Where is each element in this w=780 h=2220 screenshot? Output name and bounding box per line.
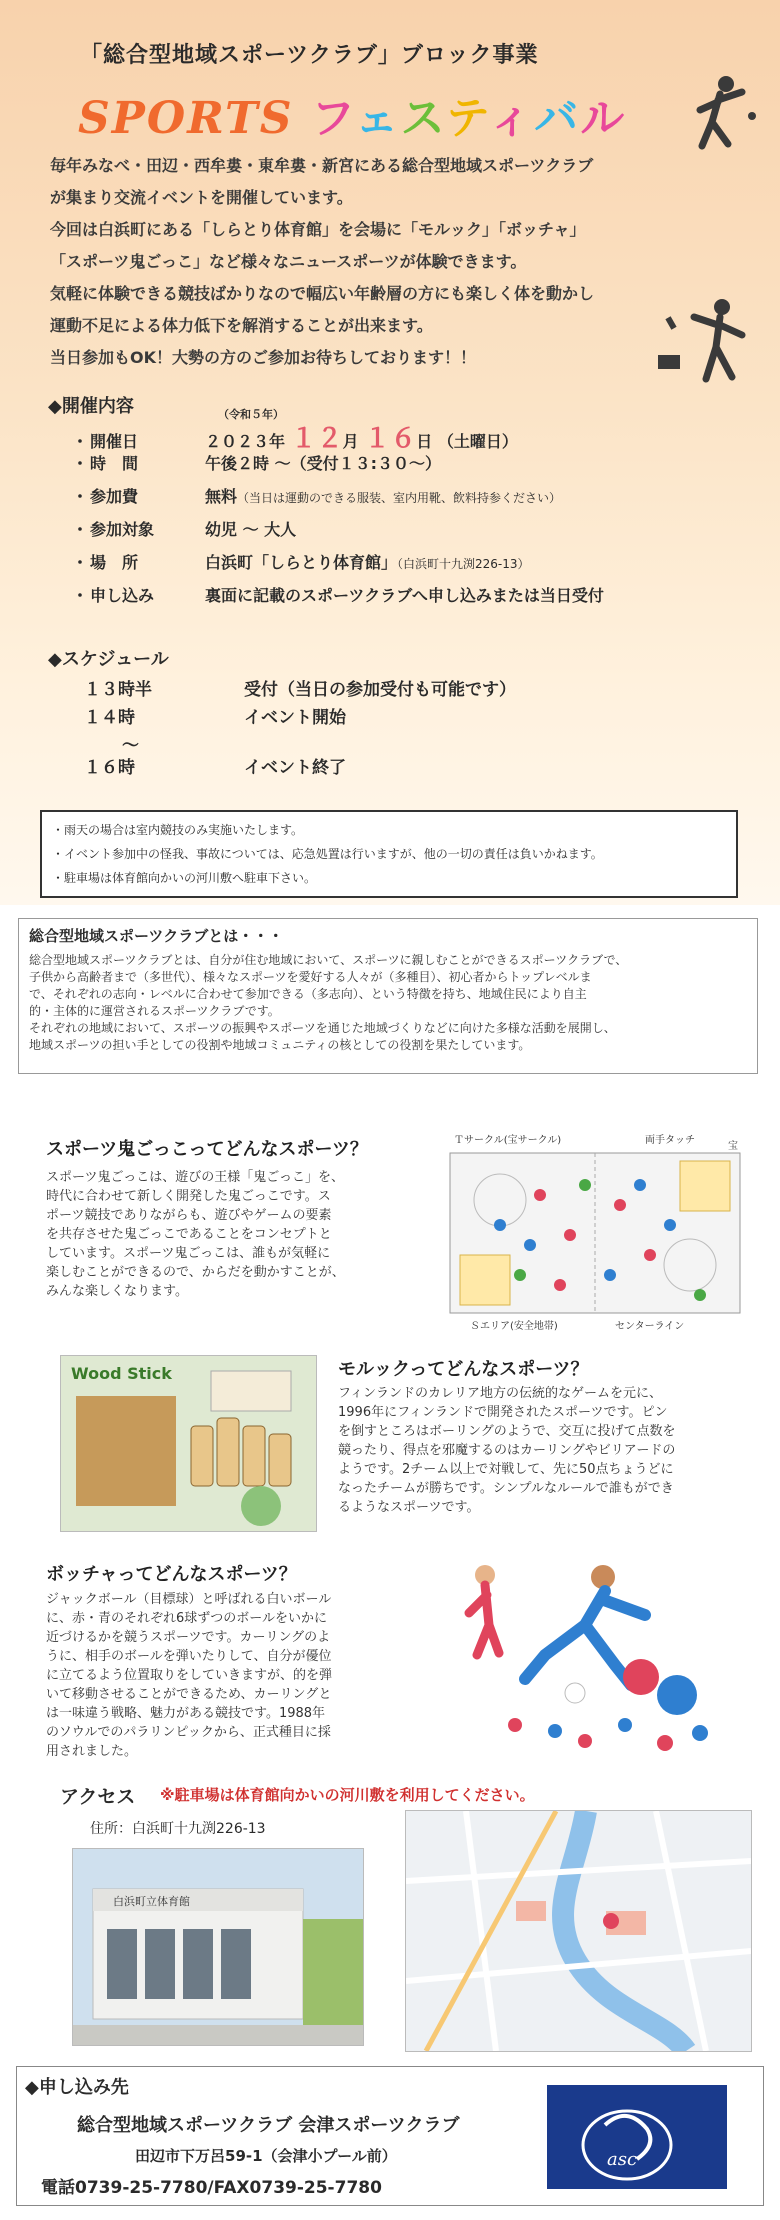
oni-line: 楽しむことができるので、からだを動かすことが、 (46, 1265, 345, 1280)
schedule-row (84, 703, 684, 731)
festival-sports-word: SPORTS (78, 93, 294, 144)
festival-kana: ル (580, 93, 627, 144)
detail-label: 場 所 (90, 553, 139, 572)
oni-body (46, 1168, 431, 1301)
access-parking-note: ※駐車場は体育館向かいの河川敷を利用してください。 (160, 1786, 535, 1804)
molkky-body (338, 1384, 758, 1517)
detail-label: 時 間 (90, 454, 139, 473)
field-label: センターライン (615, 1321, 685, 1332)
boccia-line: に、赤・青のそれぞれ6球ずつのボールをいかに (46, 1611, 328, 1626)
thrower-figure-icon (680, 70, 760, 150)
boccia-body (46, 1590, 441, 1761)
note-line: ・雨天の場合は室内競技のみ実施いたします。 (52, 823, 304, 837)
fee-value: 無料 (205, 487, 238, 506)
club-description (18, 918, 758, 1074)
oni-line: を共存させた鬼ごっこであることをコンセプトと (46, 1227, 332, 1242)
bullet: ・ (72, 553, 89, 572)
notes-box (40, 810, 738, 898)
oni-line: しています。スポーツ鬼ごっこは、誰もが気軽に (46, 1246, 331, 1261)
detail-place (72, 550, 752, 583)
detail-value: 幼児 ～ 大人 (205, 520, 297, 539)
detail-label: 参加対象 (90, 520, 155, 539)
intro-text (50, 150, 700, 374)
access-title: アクセス (60, 1786, 136, 1808)
field-label: Ｓエリア(安全地帯) (470, 1321, 558, 1332)
gym-building-icon (73, 1849, 363, 2045)
festival-kana: ェ (354, 93, 401, 144)
block-title: 「総合型地域スポーツクラブ」ブロック事業 (80, 43, 539, 68)
date-day: １６ (364, 424, 417, 454)
oni-field-diagram (440, 1125, 750, 1335)
bullet: ・ (72, 586, 89, 605)
molkky-line: ようです。2チーム以上で対戦して、先に50点ちょうどに (338, 1462, 674, 1477)
detail-value: 午後２時 ～（受付１３:３０～） (205, 454, 441, 473)
gym-sign: 白浜町立体育館 (113, 1895, 190, 1908)
place-value: 白浜町「しらとり体育館」 (205, 553, 398, 572)
club-line: で、それぞれの志向・レベルに合わせて参加できる（多志向）、という特徴を持ち、地域住民により自主 (29, 987, 587, 1001)
schedule-event: 受付（当日の参加受付も可能です） (244, 680, 516, 700)
intro-line: 気軽に体験できる競技ばかりなので幅広い年齢層の方にも楽しく体を動かし (50, 284, 595, 303)
detail-value (205, 418, 752, 455)
club-line: 子供から高齢者まで（多世代）、様々なスポーツを愛好する人々が（多種目）、初心者からトップレベルま (29, 970, 592, 984)
date-month-unit: 月 (342, 432, 359, 451)
bullet: ・ (72, 487, 89, 506)
bullet: ・ (72, 454, 89, 473)
bullet: ・ (72, 432, 89, 451)
boccia-line: ジャックボール（目標球）と呼ばれる白いボール (46, 1592, 332, 1607)
schedule-row (84, 753, 684, 781)
molkky-photo (60, 1355, 317, 1532)
oni-line: みんな楽しくなります。 (46, 1284, 188, 1299)
schedule-time: １６時 (84, 758, 135, 778)
apply-box (16, 2066, 764, 2206)
oni-line: スポーツ鬼ごっこは、遊びの王様「鬼ごっこ」を、 (46, 1170, 344, 1185)
club-body (29, 952, 747, 1054)
intro-line: 運動不足による体力低下を解消することが出来ます。 (50, 316, 433, 335)
intro-line: が集まり交流イベントを開催しています。 (50, 188, 353, 207)
detail-value (205, 550, 752, 573)
festival-title (78, 82, 626, 146)
detail-label: 申し込み (90, 586, 155, 605)
boccia-line: 近づけるかを競うスポーツです。カーリングのよ (46, 1630, 331, 1645)
festival-kana: ィ (488, 93, 535, 144)
molkky-line: るようなスポーツです。 (338, 1500, 480, 1515)
field-label: 両手タッチ (645, 1135, 695, 1146)
apply-org: 総合型地域スポーツクラブ 会津スポーツクラブ (77, 2115, 460, 2136)
apply-address: 田辺市下万呂59-1（会津小プール前） (135, 2147, 397, 2165)
festival-kana: テ (445, 93, 489, 144)
festival-kana: ス (400, 93, 446, 144)
boccia-line: に立てるよう位置取りをしていきますが、的を弾 (46, 1668, 333, 1683)
molkky-line: 競ったり、得点を邪魔するのはカーリングやビリアードの (338, 1443, 676, 1458)
molkky-title: モルックってどんなスポーツ？ (338, 1359, 589, 1380)
club-logo (547, 2085, 727, 2189)
schedule-row (84, 731, 684, 756)
intro-line: 当日参加もOK！大勢の方のご参加お待ちしております！！ (50, 348, 477, 367)
intro-line: 「スポーツ鬼ごっこ」など様々なニュースポーツが体験できます。 (50, 252, 527, 271)
molkky-line: なったチームが勝ちです。シンプルなルールで誰もができ (338, 1481, 674, 1496)
molkky-line: フィンランドのカレリア地方の伝統的なゲームを元に、 (338, 1386, 662, 1401)
field-label: Ｔサークル(宝サークル) (454, 1135, 562, 1146)
logo-text: asc (607, 2149, 638, 2170)
molkky-line: を倒すところはボーリングのようで、交互に投げて点数を (338, 1424, 676, 1439)
detail-fee (72, 484, 752, 517)
detail-time (72, 451, 752, 484)
boccia-title: ボッチャってどんなスポーツ？ (46, 1564, 297, 1585)
detail-value (205, 484, 752, 507)
gym-photo (72, 1848, 364, 2046)
asc-logo-icon (547, 2085, 727, 2189)
apply-phone[interactable]: 電話0739-25-7780/FAX0739-25-7780 (41, 2178, 382, 2198)
club-line: 地域スポーツの担い手としての役割や地域コミュニティの核としての役割を果たしています。 (29, 1038, 531, 1052)
schedule-event: イベント終了 (244, 758, 346, 778)
detail-target (72, 517, 752, 550)
place-note: （白浜町十九渕226-13） (397, 557, 530, 571)
molkky-photo-title: Wood Stick (71, 1364, 172, 1383)
date-year: ２０２３年 (205, 432, 286, 451)
schedule-time: ～ (122, 736, 139, 756)
schedule-time: １３時半 (84, 680, 152, 700)
schedule-list (84, 675, 684, 781)
reiwa-label: （令和５年） (218, 408, 284, 421)
intro-line: 今回は白浜町にある「しらとり体育館」を会場に「モルック」「ボッチャ」 (50, 220, 586, 239)
access-address: 住所：白浜町十九渕226-13 (90, 1821, 266, 1837)
boccia-line: のソウルでのパラリンピックから、正式種目に採 (46, 1725, 331, 1740)
detail-value: 裏面に記載のスポーツクラブへ申し込みまたは当日受付 (205, 586, 604, 605)
apply-heading: ◆申し込み先 (25, 2077, 129, 2098)
event-section (0, 0, 780, 905)
field-label: 宝 (728, 1141, 738, 1152)
fee-note: （当日は運動のできる服装、室内用靴、飲料持参ください） (237, 491, 562, 505)
oni-title: スポーツ鬼ごっこってどんなスポーツ？ (46, 1139, 368, 1160)
detail-label: 参加費 (90, 487, 139, 506)
note-line: ・駐車場は体育館向かいの河川敷へ駐車下さい。 (52, 871, 317, 885)
date-day-unit: 日 (416, 432, 433, 451)
date-weekday: （土曜日） (437, 432, 518, 451)
access-map[interactable] (405, 1810, 752, 2052)
festival-kana: バ (534, 93, 581, 144)
club-line: 総合型地域スポーツクラブとは、自分が住む地域において、スポーツに親しむことができるスポーツクラブで、 (29, 953, 628, 967)
club-line: 的・主体的に運営されるスポーツクラブです。 (29, 1004, 280, 1018)
boccia-line: 用されました。 (46, 1744, 138, 1759)
boccia-line: は一味違う戦略、魅力がある競技です。1988年 (46, 1706, 326, 1721)
festival-kana: フ (310, 93, 355, 144)
intro-line: 毎年みなべ・田辺・西牟婁・東牟婁・新宮にある総合型地域スポーツクラブ (50, 156, 594, 175)
oni-line: 時代に合わせて新しく開発した鬼ごっこです。ス (46, 1189, 331, 1204)
note-line: ・イベント参加中の怪我、事故については、応急処置は行いますが、他の一切の責任は負いかねます。 (52, 847, 603, 861)
club-line: それぞれの地域において、スポーツの振興やスポーツを通じた地域づくりなどに向けた多様な活動を展開し、 (29, 1021, 616, 1035)
boccia-illustration (455, 1555, 715, 1755)
date-month: １２ (290, 424, 343, 454)
boccia-line: うに、相手のボールを弾いたりして、自分が優位 (46, 1649, 332, 1664)
detail-label: 開催日 (90, 432, 139, 451)
event-details (72, 418, 752, 616)
schedule-row (84, 675, 684, 703)
schedule-heading: ◆スケジュール (48, 649, 169, 670)
map-icon (406, 1811, 751, 2051)
boccia-line: いて移動させることができるため、カーリングと (46, 1687, 332, 1702)
oni-line: ポーツ競技でありながらも、遊びやゲームの要素 (46, 1208, 332, 1223)
details-heading: ◆開催内容 (48, 396, 134, 417)
detail-apply (72, 583, 752, 616)
molkky-line: 1996年にフィンランドで開発されたスポーツです。ピン (338, 1405, 668, 1420)
bullet: ・ (72, 520, 89, 539)
schedule-event: イベント開始 (244, 708, 346, 728)
schedule-time: １４時 (84, 708, 135, 728)
club-title: 総合型地域スポーツクラブとは・・・ (29, 927, 284, 945)
detail-date (72, 418, 752, 454)
